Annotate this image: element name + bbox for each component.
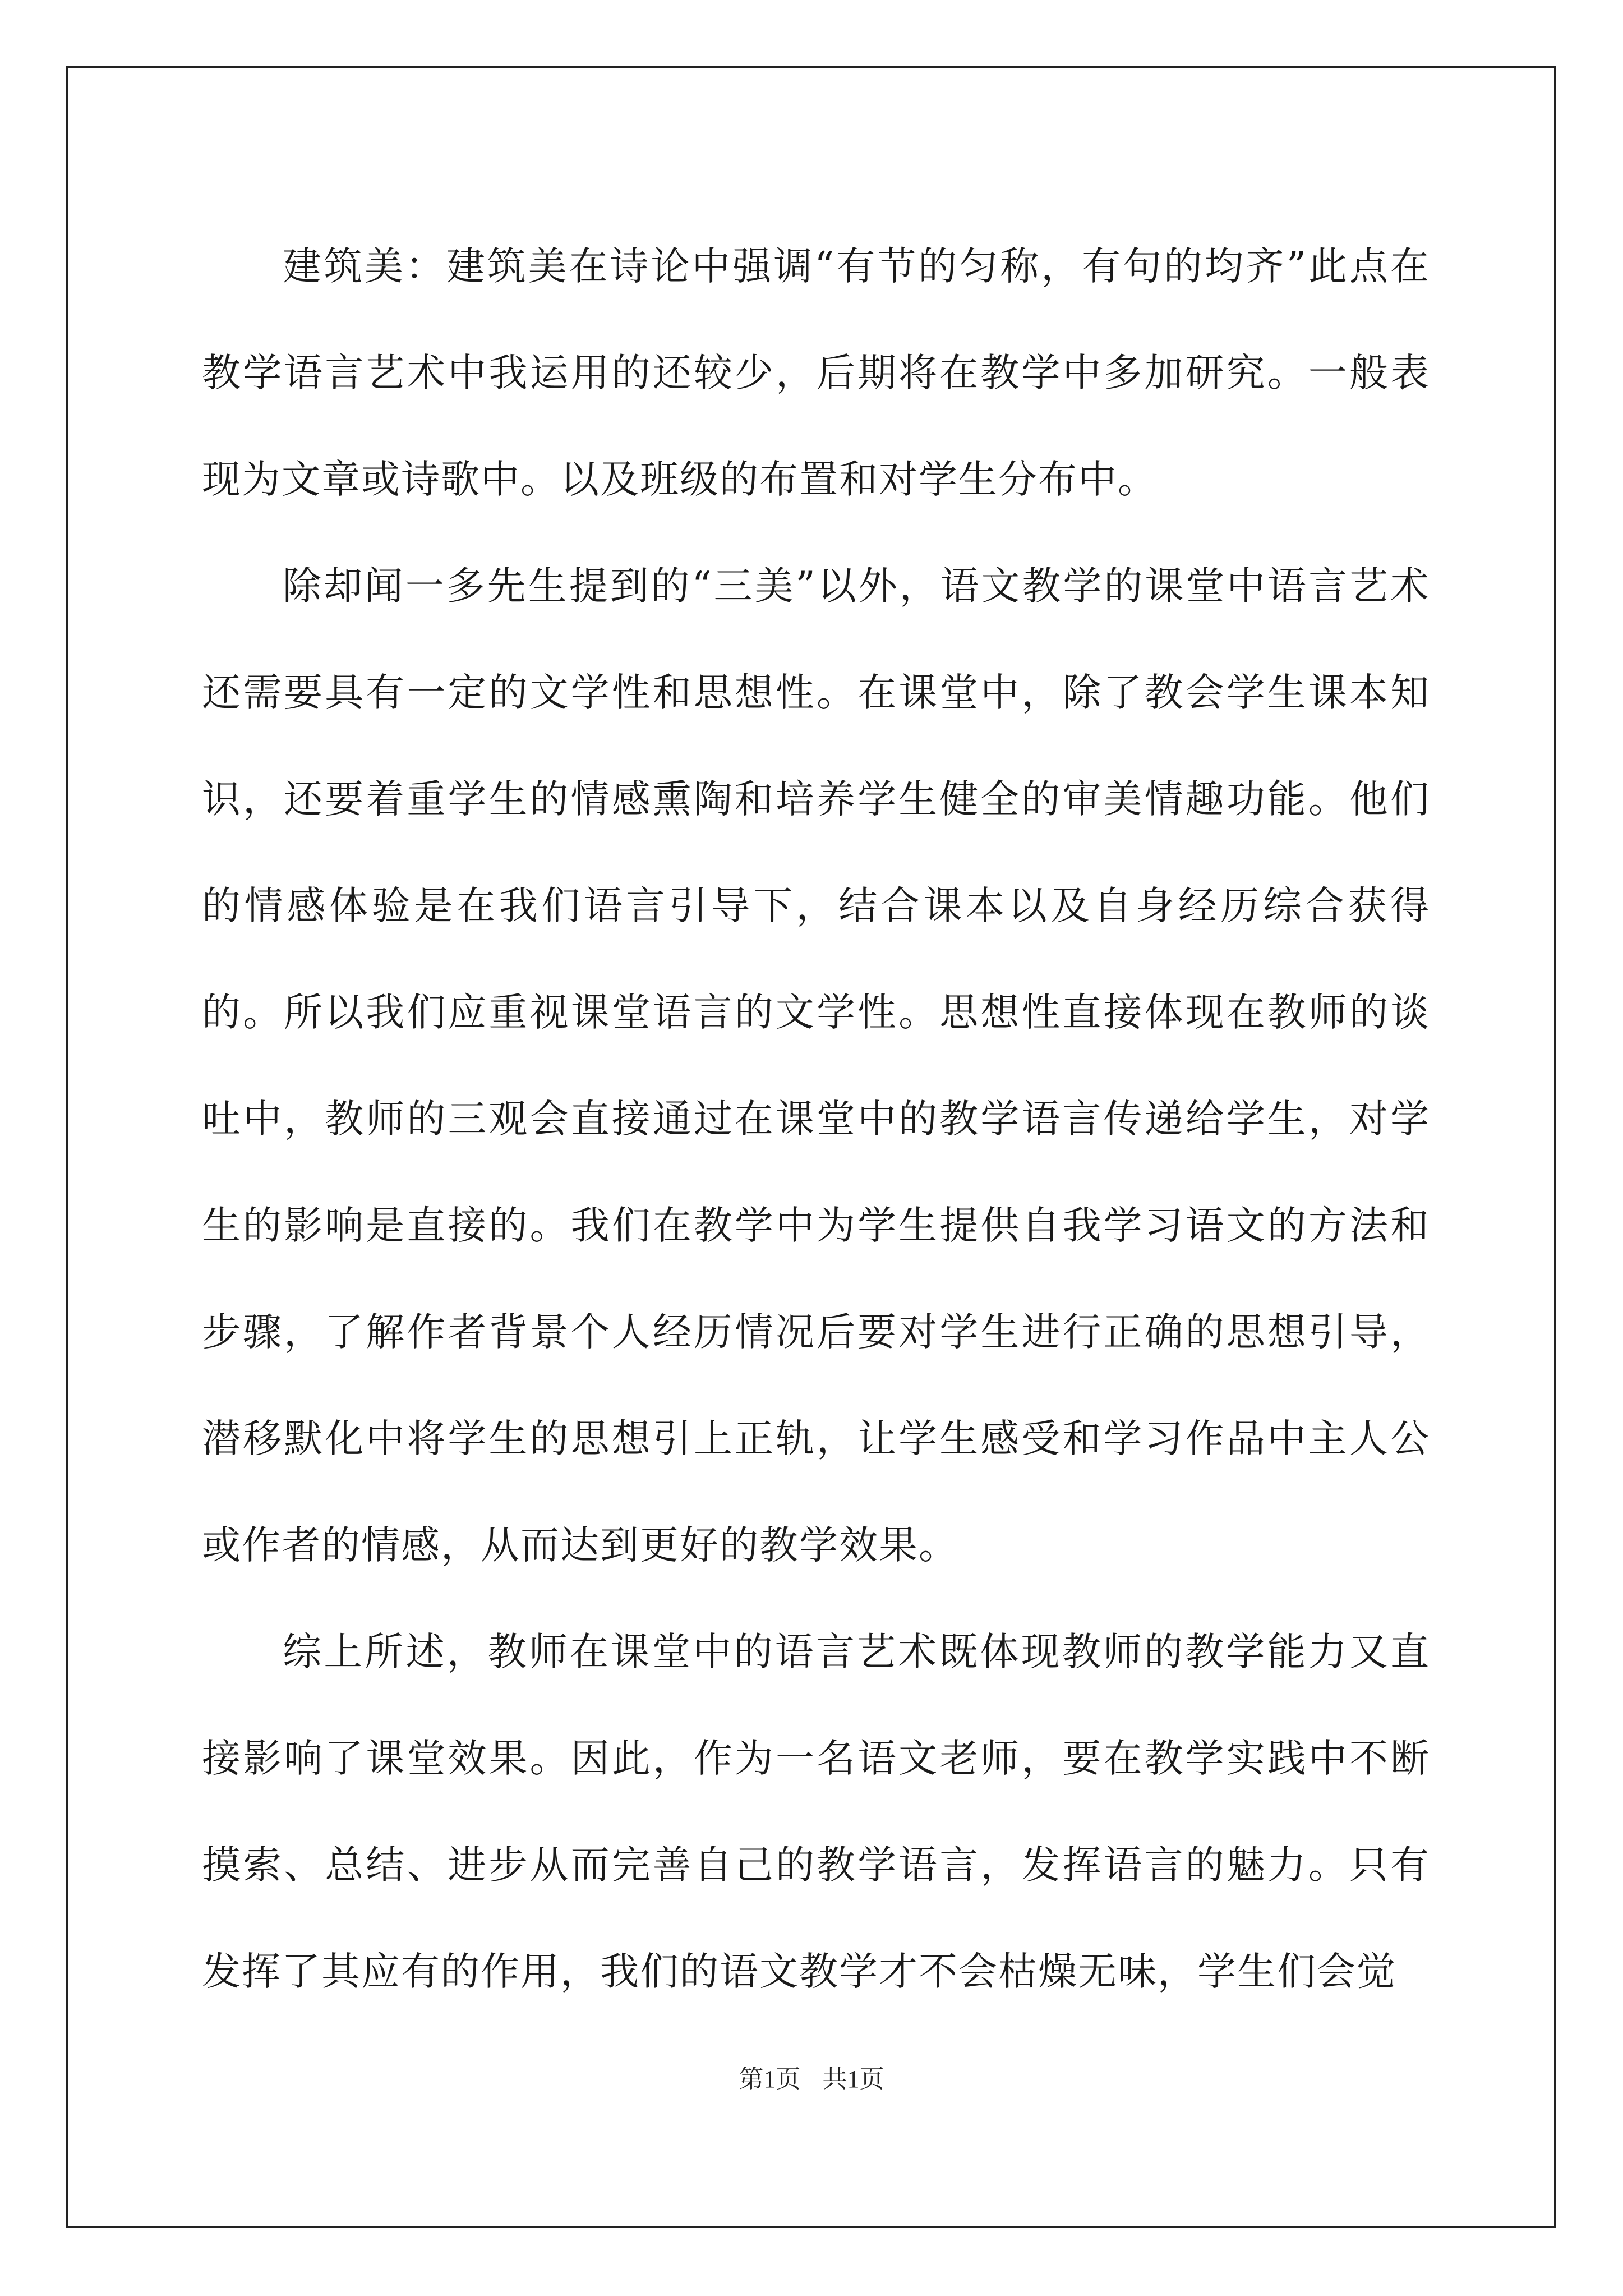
page-total: 共1页 [822,2065,884,2093]
paragraph-conclusion: 综上所述，教师在课堂中的语言艺术既体现教师的教学能力又直接影响了课堂效果。因此，作为一名语文老师，要在教学实践中不断摸索、总结、进步从而完善自己的教学语言，发挥语言的魅力。只有发挥了其应有的作用，我们的语文教学才不会枯燥无味，学生们会觉 [202,1630,1430,1994]
page-number: 第1页 [739,2065,801,2093]
page-footer [0,2059,1623,2095]
paragraph-architectural-beauty: 建筑美：建筑美在诗论中强调“有节的匀称，有句的均齐”此点在教学语言艺术中我运用的还较少，后期将在教学中多加研究。一般表现为文章或诗歌中。以及班级的布置和对学生分布中。 [202,244,1430,502]
paragraph-literary-and-ideological: 除却闻一多先生提到的“三美”以外，语文教学的课堂中语言艺术还需要具有一定的文学性和思想性。在课堂中，除了教会学生课本知识，还要着重学生的情感熏陶和培养学生健全的审美情趣功能。他们的情感体验是在我们语言引导下，结合课本以及自身经历综合获得的。所以我们应重视课堂语言的文学性。思想性直接体现在教师的谈吐中，教师的三观会直接通过在课堂中的教学语言传递给学生，对学生的影响是直接的。我们在教学中为学生提供自我学习语文的方法和步骤，了解作者背景个人经历情况后要对学生进行正确的思想引导，潜移默化中将学生的思想引上正轨，让学生感受和学习作品中主人公或作者的情感，从而达到更好的教学效果。 [202,564,1430,1568]
document-body [202,213,1430,2025]
